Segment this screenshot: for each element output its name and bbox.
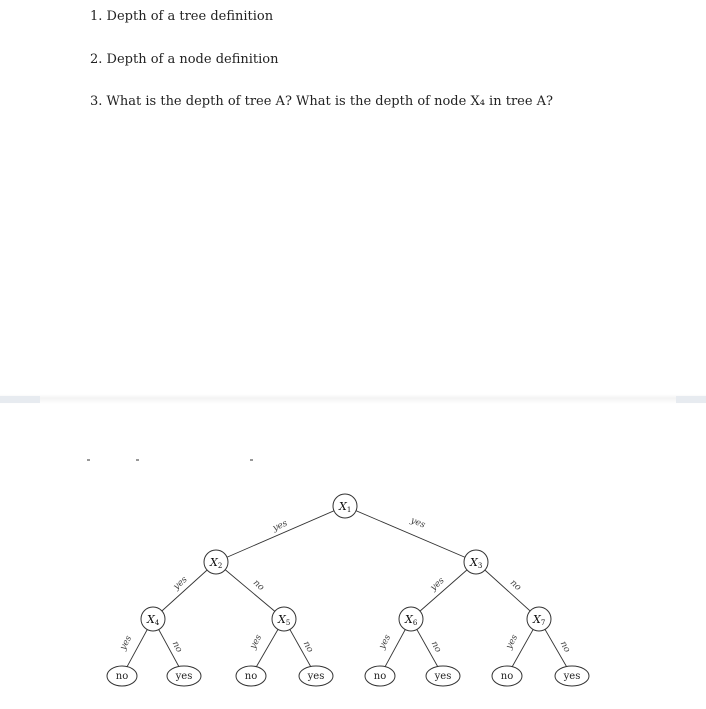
edge-x2-x4 xyxy=(153,562,216,619)
svg-text:yes: yes xyxy=(563,671,581,682)
node-x2 xyxy=(204,550,228,574)
leaf-2 xyxy=(167,666,201,686)
edge-label-x7-leaf7: yes xyxy=(504,633,521,652)
svg-text:no: no xyxy=(373,671,387,682)
leaf-1 xyxy=(107,666,137,686)
svg-text:X3: X3 xyxy=(470,556,483,570)
svg-text:yes: yes xyxy=(434,671,452,682)
node-x1 xyxy=(333,494,357,518)
svg-text:yes: yes xyxy=(307,671,325,682)
node-x4 xyxy=(141,607,165,631)
leaf-3 xyxy=(236,666,266,686)
leaf-7 xyxy=(492,666,522,686)
question-3: 3. What is the depth of tree A? What is the depth of node X₄ in tree A? xyxy=(90,94,554,109)
svg-text:X6: X6 xyxy=(405,613,418,627)
leaf-4 xyxy=(299,666,333,686)
svg-text:X5: X5 xyxy=(278,613,291,627)
svg-text:X7: X7 xyxy=(533,613,546,627)
edge-label-x1-x2: yes xyxy=(271,518,290,534)
edge-label-x6-leaf5: yes xyxy=(377,633,394,652)
edge-label-x4-leaf2: no xyxy=(169,639,184,655)
svg-text:yes: yes xyxy=(175,671,193,682)
edge-x2-x5 xyxy=(216,562,284,619)
svg-text:X4: X4 xyxy=(147,613,160,627)
node-x3 xyxy=(464,550,488,574)
node-x5 xyxy=(272,607,296,631)
edge-label-x7-leaf8: no xyxy=(557,639,572,655)
svg-text:no: no xyxy=(500,671,514,682)
leaf-8 xyxy=(555,666,589,686)
edge-x1-x3 xyxy=(345,506,476,562)
svg-text:no: no xyxy=(115,671,129,682)
question-2: 2. Depth of a node definition xyxy=(90,52,279,67)
node-x6 xyxy=(399,607,423,631)
question-1: 1. Depth of a tree definition xyxy=(90,9,274,24)
edge-x3-x6 xyxy=(411,562,476,619)
svg-text:X2: X2 xyxy=(210,556,223,570)
edge-label-x1-x3: yes xyxy=(408,515,427,531)
svg-text:X1: X1 xyxy=(339,500,352,514)
edge-label-x2-x5: no xyxy=(250,578,266,593)
edge-label-x3-x7: no xyxy=(507,578,523,593)
edge-label-x2-x4: yes xyxy=(171,574,190,593)
edge-x1-x2 xyxy=(216,506,345,562)
node-x7 xyxy=(527,607,551,631)
edge-label-x5-leaf4: no xyxy=(300,639,315,655)
edge-label-x3-x6: yes xyxy=(428,575,447,594)
leaf-6 xyxy=(426,666,460,686)
edge-label-x5-leaf3: yes xyxy=(248,633,265,652)
svg-text:no: no xyxy=(244,671,258,682)
edge-x3-x7 xyxy=(476,562,539,619)
edge-label-x4-leaf1: yes xyxy=(118,634,135,653)
edge-label-x6-leaf6: no xyxy=(428,639,443,655)
leaf-5 xyxy=(365,666,395,686)
